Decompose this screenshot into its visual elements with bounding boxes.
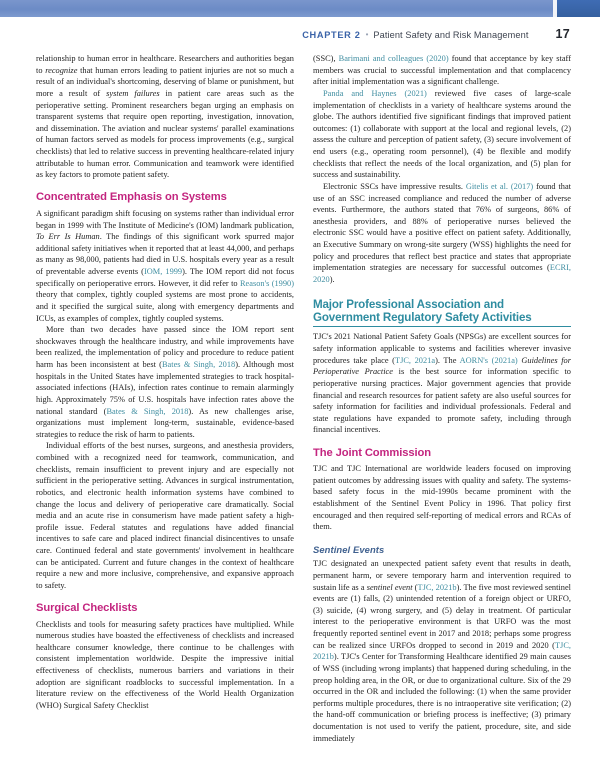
paragraph-joint-commission: TJC and TJC International are worldwide leaders focused on improving patient outcomes by addressing issues with quality and safety. The systems-based safety focus in the mid-1990s became prominent with the establishment of the Sentinel Event Policy in 1996. That policy first encouraged and then required self-reporting of medical errors and RCAs of them. bbox=[313, 464, 571, 532]
paragraph-panda-haynes bbox=[313, 88, 571, 181]
text-run: TJC's 2021 National Patient Safety Goals (NPSGs) are excellent sources for safety information applicable to systems and facilities wherever invasive procedures take place ( bbox=[313, 332, 571, 365]
text-run: ). As new challenges arise, organizations must implement long-term, sustainable, evidence-based strategies to reduce the risk of harm to patients. bbox=[36, 406, 294, 439]
citation-bates-singh-2018[interactable]: Bates & Singh, 2018 bbox=[161, 360, 236, 369]
two-column-body bbox=[36, 53, 571, 758]
running-head-separator: • bbox=[365, 30, 369, 39]
paragraph-systems-1 bbox=[36, 208, 294, 324]
subsection-heading-sentinel-events: Sentinel Events bbox=[313, 543, 385, 555]
running-head-chapter-title: Patient Safety and Risk Management bbox=[373, 30, 529, 40]
text-run: found that use of an SSC increased compliance and reduced the number of adverse events. Furthermore, the authors stated that 76% of surgeons, 86% of anesthesia providers, and 88% of perioperative nurses believed the electronic SSC would have a positive effect on patient safety. Additionally, an Executive Summary on wrong-site surgery (WSS) highlights the need for policy and procedures that reflect best practice and states that appropriate implementation strategies are necessary for successful outcomes ( bbox=[313, 181, 571, 273]
citation-tjc-2021b-second[interactable]: TJC, 2021b bbox=[313, 640, 571, 662]
text-run: . The findings of this significant work spurred major additional safety initiatives when it reported that at least 44,000, and perhaps as many as 98,000, patients had died in U.S. hospitals every year as a result of preventable adverse events ( bbox=[36, 232, 294, 276]
paragraph-surgical-checklists: Checklists and tools for measuring safety practices have multiplied. While numerous studies have boasted the effectiveness of checklists and increased healthcare consumer knowledge, there continue to be challenges with consistent implementation worldwide. Despite the impressive initial effectiveness of checklists, numerous barriers and variations in their adoption are significant roadblocks to successful implementation. In a literature review on the effectiveness of the World Health Organization (WHO) Surgical Safety Checklist bbox=[36, 619, 294, 710]
section-heading-the-joint-commission: The Joint Commission bbox=[313, 446, 431, 459]
text-run: ). The bbox=[435, 355, 460, 365]
emphasis-to-err-is-human: To Err Is Human bbox=[36, 232, 100, 242]
citation-ecri-2020[interactable]: ECRI, 2020 bbox=[313, 263, 571, 284]
citation-aorn-2021a[interactable]: AORN's (2021a) bbox=[459, 355, 518, 365]
emphasis-guidelines-perioperative-practice: Guidelines for Perioperative Practice bbox=[313, 355, 572, 377]
text-run: ( bbox=[412, 582, 418, 592]
page-sheet bbox=[0, 17, 600, 768]
citation-gitelis-2017[interactable]: Gitelis et al. (2017) bbox=[465, 181, 534, 191]
running-head-chapter-label: CHAPTER 2 bbox=[302, 30, 361, 40]
text-run: ). The five most reviewed sentinel events are (1) falls, (2) unintended retention of a foreign object or URFO, (3) suicide, (4) wrong surgery, and (5) delay in treatment. Of particular interest to the perioperative environment is that URFO was the most frequently reported sentinel event in 2017 and 2018; perhaps some progress can be realized since URFOs dropped to second in 2019 and 2020 ( bbox=[313, 582, 571, 650]
citation-barimani-2020[interactable]: Barimani and colleagues (2020) bbox=[338, 54, 449, 63]
heading-rule bbox=[313, 326, 571, 327]
text-run: TJC designated an unexpected patient safety event that results in death, permanent harm, or severe temporary harm and intervention required to sustain life as a bbox=[313, 559, 571, 592]
page-number: 17 bbox=[555, 27, 570, 41]
decorative-top-band bbox=[0, 0, 600, 17]
text-run: A significant paradigm shift focusing on systems rather than individual error began in 1999 with The Institute of Medicine's (IOM) landmark publication, bbox=[36, 208, 294, 230]
emphasis-sentinel-event: sentinel event bbox=[366, 582, 413, 592]
text-run: relationship to human error in healthcare. Researchers and authorities began to bbox=[36, 54, 294, 75]
citation-tjc-2021b[interactable]: TJC, 2021b bbox=[417, 582, 457, 592]
text-run: theory that complex, tightly coupled systems are most prone to accidents, and it specified the surgical suite, along with emergency departments and ICUs, as examples of complex, tightly coupled systems. bbox=[36, 290, 294, 323]
section-heading-major-professional-association: Major Professional Association and Government Regulatory Safety Activities bbox=[313, 297, 532, 324]
citation-bates-singh-2018-second[interactable]: Bates & Singh, 2018 bbox=[106, 406, 189, 416]
text-run: More than two decades have passed since the IOM report sent shockwaves through the healthcare industry, and while improvements have been realized, the implementation of policy and procedure to reduce patient harm has been inconsistent at best ( bbox=[36, 325, 294, 369]
text-run: is the best source for information specific to perioperative nursing practices. Major government agencies that provide financial and research resources for patient safety are also useful sources for safety information for facilities and individual professionals. Federal and state regulations have expanded to promote safety, including through financial incentives. bbox=[313, 367, 571, 435]
text-run: ). bbox=[329, 274, 335, 284]
text-run: ). TJC's Center for Transforming Healthcare identified 29 main causes of WSS (including wrong implants) that happened during scheduling, in the preop holding area, in the OR, or due to organizational culture. Six of the 29 occurred in the OR and included the following: (1) when the same provider performs multiple procedures, there is no intraoperative site verification; (2) the hand-off communication or briefing process is ineffective; (3) primary documentation is not used to verify the patient, procedure, site, and side immediately bbox=[313, 652, 571, 743]
right-column bbox=[313, 53, 571, 758]
paragraph-tjc-npsg bbox=[313, 331, 571, 436]
paragraph-electronic-sscs bbox=[313, 181, 571, 286]
text-run: ). Although most hospitals in the United States have implemented strategies to track hospital-associated infections (HAIs), infection rates continue to remain alarmingly high. Approximately 75% of U.S. hospitals have infection rates above the national standard ( bbox=[36, 360, 294, 416]
paragraph-ssc-continued bbox=[313, 53, 571, 88]
citation-panda-haynes-2021[interactable]: Panda and Haynes (2021) bbox=[323, 88, 427, 98]
text-run: Electronic SSCs have impressive results. bbox=[323, 181, 466, 191]
citation-iom-1999[interactable]: IOM, 1999 bbox=[143, 267, 183, 276]
text-run: reviewed five cases of large-scale implementation of checklists in a variety of healthcare systems around the globe. The authors identified five significant findings that improved patient outcomes: (1) collaborate with support at the local and regional levels, (2) assess the culture and perception of patient safety, (3) secure involvement of end users (e.g., operating room personnel), (4) be flexible and modify checklists that reflect the needs of the local organization, and (5) plan for success and sustainability. bbox=[313, 88, 571, 180]
text-run: in patient care areas such as the perioperative setting. Prominent researchers began urging an emphasis on transparent systems that require open reporting, investigation, innovation, and dissemination. The aviation and nuclear systems' parallel examinations of human factors served as models for process improvements (e.g., surgical checklists) that led to relative success in preventing healthcare-related injury attributable to human error. Communication and teamwork were identified as key factors to promote patient safety. bbox=[36, 88, 294, 180]
left-column bbox=[36, 53, 294, 758]
paragraph-continued-from-previous-page bbox=[36, 53, 294, 181]
section-heading-surgical-checklists: Surgical Checklists bbox=[36, 602, 138, 614]
paragraph-systems-3: Individual efforts of the best nurses, surgeons, and anesthesia providers, combined with a recognized need for teamwork, communication, and checklists, remain insufficient to prevent injury and are especially not sufficient in the perioperative setting. Advances in surgical instrumentation, robotics, and electronic health information systems have combined to change the locus and delivery of perioperative care dramatically. Social media and an acute rise in consumerism have made patient safety a high-profile issue. Federal statutes and regulations have added financial incentives to safe care and placed indirect financial disincentives to unsafe care. Continued federal and state governments' involvement in healthcare can be anticipated. Current and future changes in the context of healthcare require a new and more inclusive, comprehensive, and expansive approach to safety. bbox=[36, 441, 294, 590]
emphasis-recognize: recognize bbox=[45, 65, 78, 75]
text-run: found that acceptance by key staff members was crucial to successful implementation and that complacency after initial implementation was a significant challenge. bbox=[313, 54, 571, 87]
text-run: (SSC), bbox=[313, 54, 339, 63]
running-head bbox=[36, 27, 570, 47]
section-heading-concentrated-emphasis-on-systems: Concentrated Emphasis on Systems bbox=[36, 191, 227, 204]
emphasis-system-failures: system failures bbox=[106, 88, 160, 98]
citation-tjc-2021a[interactable]: TJC, 2021a bbox=[394, 355, 436, 365]
paragraph-sentinel-events bbox=[313, 558, 571, 744]
text-run: that human errors leading to patient injuries are not so much a result of an individual's shortcoming, deserving of blame or punishment, but more a result of bbox=[36, 65, 294, 98]
top-band-tab bbox=[557, 0, 600, 17]
citation-reason-1990[interactable]: Reason's (1990) bbox=[239, 278, 295, 288]
paragraph-systems-2 bbox=[36, 324, 294, 440]
text-run: ). The IOM report did not focus specifically on perioperative errors. However, it did refer to bbox=[36, 267, 294, 288]
top-band-main bbox=[0, 0, 553, 17]
